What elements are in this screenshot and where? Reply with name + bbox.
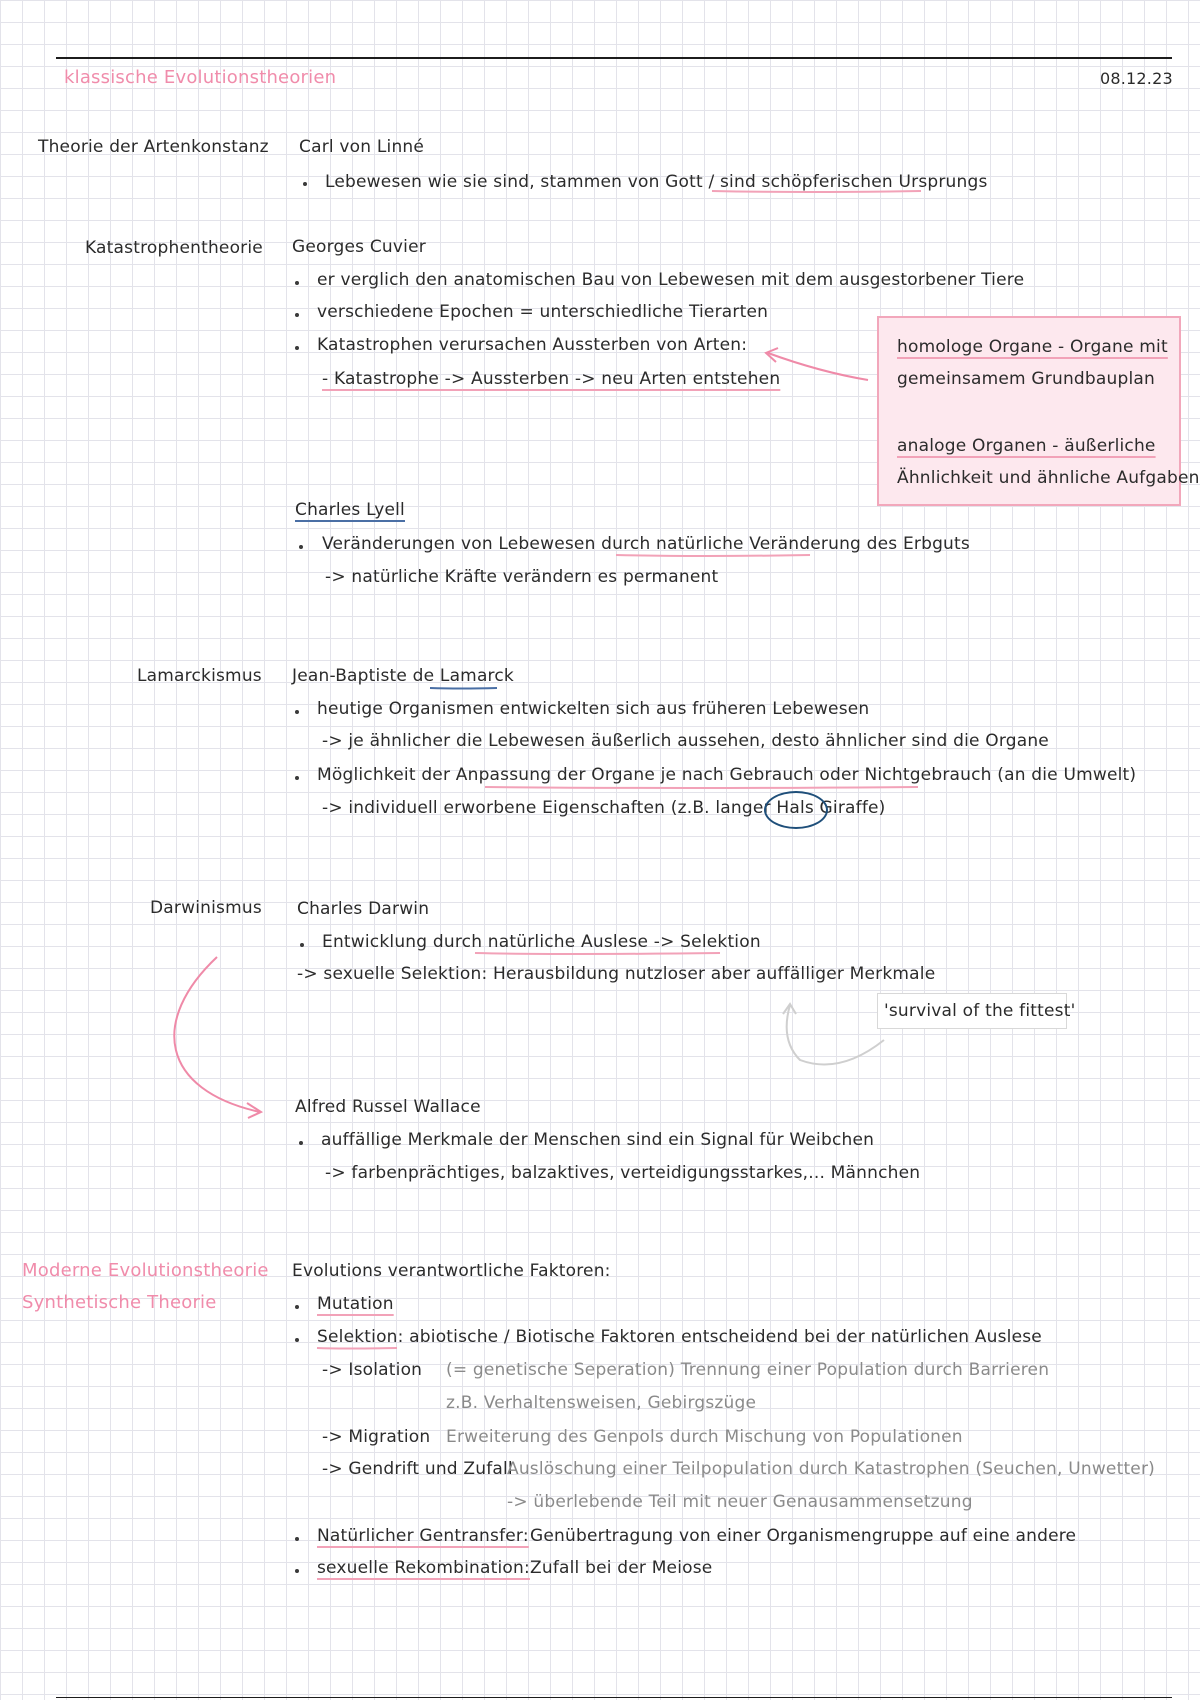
section-label-synthetische: Synthetische Theorie [22,1292,217,1313]
factor-mutation: Mutation [317,1294,394,1314]
isolation-text: (= genetische Seperation) Trennung einer Population durch Barrieren [446,1360,1050,1380]
cuvier-point-1: er verglich den anatomischen Bau von Lebewesen mit dem ausgestorbener Tiere [317,270,1025,290]
arrow-darwin-to-wallace [174,957,260,1112]
gendrift-text: Auslöschung einer Teilpopulation durch Katastrophen (Seuchen, Unwetter) [507,1459,1155,1479]
underline-selektion-intro [317,1348,397,1349]
person-lyell: Charles Lyell [295,500,405,520]
person-cuvier: Georges Cuvier [292,237,426,257]
lamarck-point-2: Möglichkeit der Anpassung der Organe je nach Gebrauch oder Nichtgebrauch (an die Umwelt) [317,765,1137,785]
underline-ursprungs [712,191,921,192]
factor-selektion: Selektion: abiotische / Biotische Faktoren entscheidend bei der natürlichen Auslese [317,1327,1042,1347]
section-label-katastrophen: Katastrophentheorie [85,238,263,258]
artenkonstanz-point-1: Lebewesen wie sie sind, stammen von Gott / sind schöpferischen Ursprungs [325,172,988,192]
lyell-sub-point: -> natürliche Kräfte verändern es permanent [325,567,719,587]
person-lamarck: Jean-Baptiste de Lamarck [292,666,514,686]
section-label-darwinismus: Darwinismus [150,898,262,918]
isolation-label: -> Isolation [322,1360,423,1380]
underline-lamarck-name [430,688,497,689]
gendrift-sub-text: -> überlebende Teil mit neuer Genausammensetzung [507,1492,973,1512]
modern-intro: Evolutions verantwortliche Faktoren: [292,1261,611,1281]
lamarck-point-1: heutige Organismen entwickelten sich aus früheren Lebewesen [317,699,870,719]
person-linne: Carl von Linné [299,137,425,157]
person-darwin: Charles Darwin [297,899,430,919]
migration-label: -> Migration [322,1427,431,1447]
darwin-sub-point: -> sexuelle Selektion: Herausbildung nutzloser aber auffälliger Merkmale [297,964,936,984]
underline-anpassung [485,787,918,788]
lamarck-sub-point-1: -> je ähnlicher die Lebewesen äußerlich aussehen, desto ähnlicher sind die Organe [322,731,1049,751]
lamarck-sub-point-2: -> individuell erworbene Eigenschaften (z.B. langer Hals Giraffe) [322,798,886,818]
arrow-note-to-katastrophen [768,353,868,380]
page-date: 08.12.23 [1100,69,1173,88]
cuvier-sub-point: - Katastrophe -> Aussterben -> neu Arten entstehen [322,369,781,389]
section-label-moderne: Moderne Evolutionstheorie [22,1260,269,1281]
section-label-lamarckismus: Lamarckismus [137,666,262,686]
gendrift-label: -> Gendrift und Zufall [322,1459,513,1479]
note-line-4: Ähnlichkeit und ähnliche Aufgaben [897,468,1200,488]
rekombination-text: Zufall bei der Meiose [530,1558,713,1578]
quote-survival: 'survival of the fittest' [884,1001,1076,1021]
note-line-2: gemeinsamem Grundbauplan [897,369,1156,389]
lyell-point-1: Veränderungen von Lebewesen durch natürliche Veränderung des Erbguts [322,534,970,554]
section-label-artenkonstanz: Theorie der Artenkonstanz [38,137,269,157]
underline-auslese [475,953,720,954]
migration-text: Erweiterung des Genpols durch Mischung von Populationen [446,1427,963,1447]
gentransfer-text: Genübertragung von einer Organismengruppe auf eine andere [530,1526,1077,1546]
person-wallace: Alfred Russel Wallace [295,1097,481,1117]
cuvier-point-3: Katastrophen verursachen Aussterben von Arten: [317,335,748,355]
arrow-quote [787,1005,884,1065]
gentransfer-label: Natürlicher Gentransfer: [317,1526,529,1546]
note-line-3: analoge Organen - äußerliche [897,436,1156,456]
rekombination-label: sexuelle Rekombination: [317,1558,530,1578]
note-line-1: homologe Organe - Organe mit [897,337,1168,357]
page-title: klassische Evolutionstheorien [64,67,337,88]
darwin-point-1: Entwicklung durch natürliche Auslese -> Selektion [322,932,761,952]
cuvier-point-2: verschiedene Epochen = unterschiedliche Tierarten [317,302,769,322]
isolation-example: z.B. Verhaltensweisen, Gebirgszüge [446,1393,757,1413]
underline-erbgut [616,555,810,556]
wallace-sub-point: -> farbenprächtiges, balzaktives, verteidigungsstarkes,... Männchen [325,1163,921,1183]
wallace-point-1: auffällige Merkmale der Menschen sind ein Signal für Weibchen [321,1130,875,1150]
